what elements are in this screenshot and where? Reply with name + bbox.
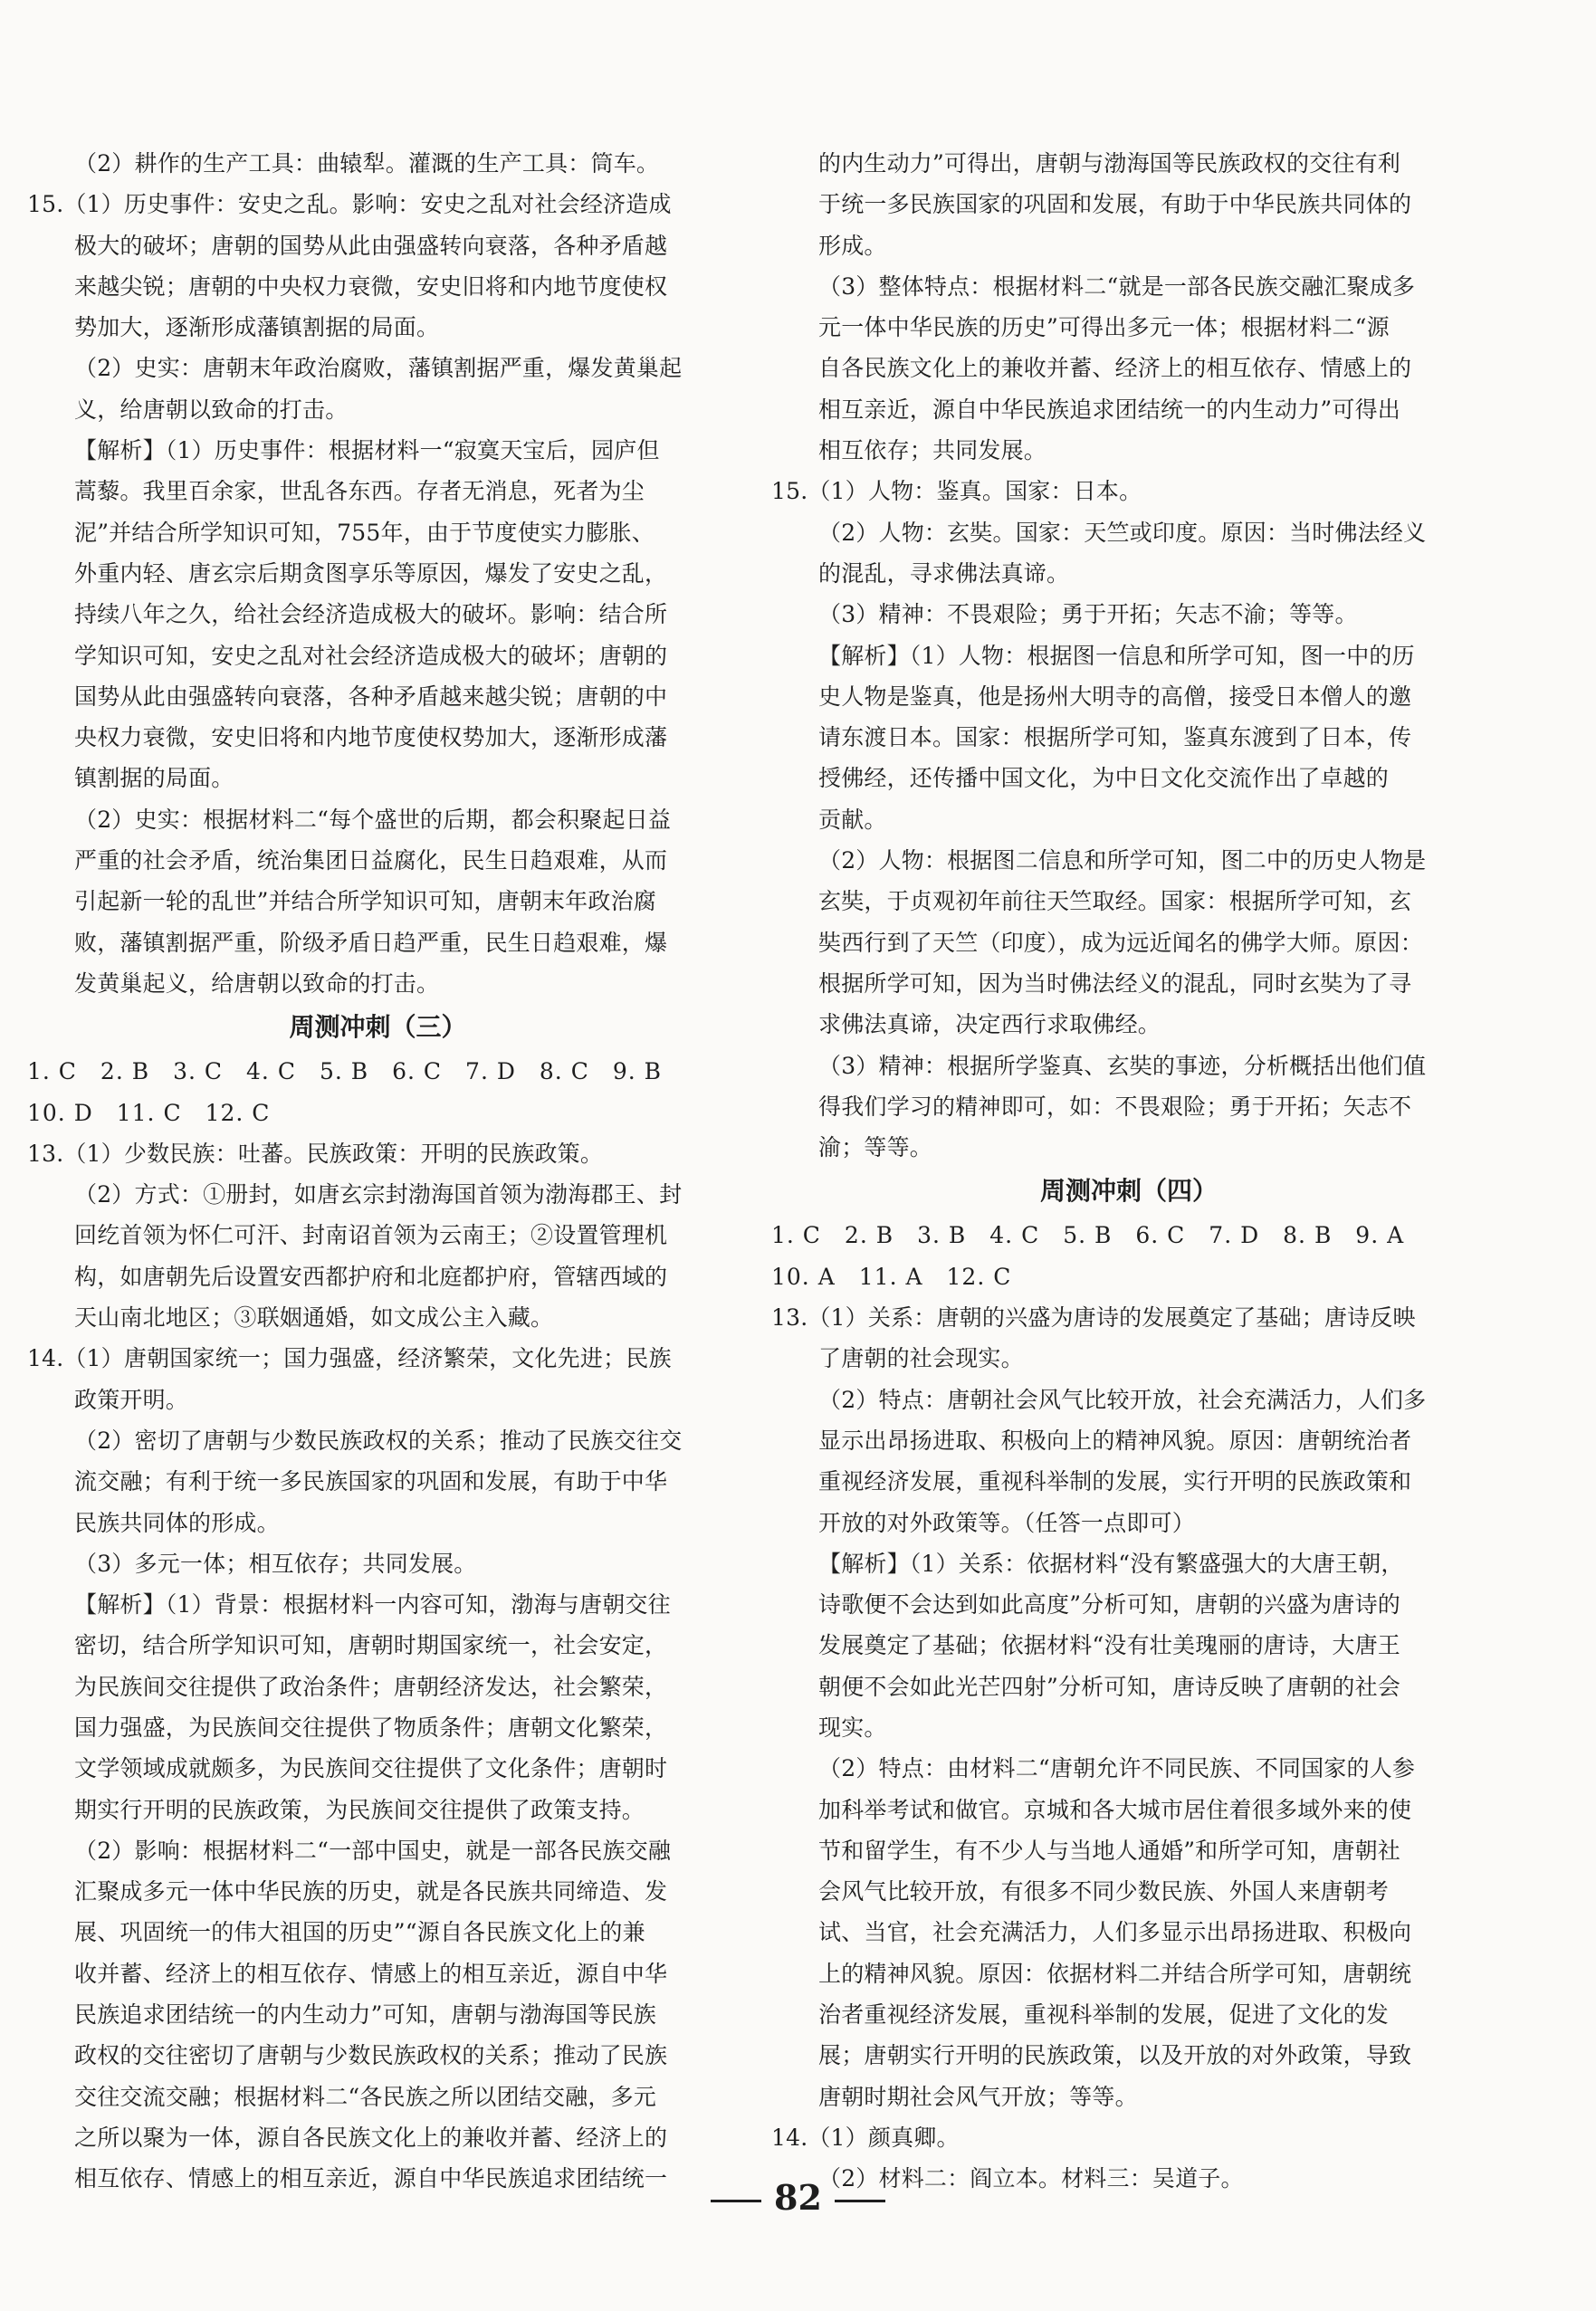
text-line: 【解析】（1）背景：根据材料一内容可知，渤海与唐朝交往 bbox=[74, 1591, 671, 1619]
left-column bbox=[27, 143, 729, 2200]
text-line: 显示出昂扬进取、积极向上的精神风貌。原因：唐朝统治者 bbox=[818, 1427, 1412, 1454]
text-line: 展、巩固统一的伟大祖国的历史”“源自各民族文化上的兼 bbox=[74, 1919, 645, 1946]
text-line: 蒿藜。我里百余家，世乱各东西。存者无消息，死者为尘 bbox=[74, 478, 645, 505]
page-number bbox=[0, 2177, 1596, 2218]
text-line: 诗歌便不会达到如此高度”分析可知，唐朝的兴盛为唐诗的 bbox=[818, 1591, 1400, 1619]
text-line: （2）特点：由材料二“唐朝允许不同民族、不同国家的人参 bbox=[818, 1755, 1416, 1782]
text-line: 流交融；有利于统一多民族国家的巩固和发展，有助于中华 bbox=[74, 1468, 668, 1495]
text-line: 于统一多民族国家的巩固和发展，有助于中华民族共同体的 bbox=[818, 191, 1412, 218]
text-line: 上的精神风貌。原因：依据材料二并结合所学可知，唐朝统 bbox=[818, 1960, 1412, 1987]
text-line: 引起新一轮的乱世”并结合所学知识可知，唐朝末年政治腐 bbox=[74, 888, 656, 915]
text-line: 义，给唐朝以致命的打击。 bbox=[74, 396, 349, 423]
text-line: 1. C 2. B 3. B 4. C 5. B 6. C 7. D 8. B 9. A bbox=[771, 1222, 1405, 1249]
text-line: 民族共同体的形成。 bbox=[74, 1509, 280, 1536]
text-line: 交往交流交融；根据材料二“各民族之所以团结交融，多元 bbox=[74, 2083, 656, 2110]
page-number-dash-left bbox=[711, 2200, 761, 2202]
text-line: 国势从此由强盛转向衰落，各种矛盾越来越尖锐；唐朝的中 bbox=[74, 683, 668, 710]
text-line: 期实行开明的民族政策，为民族间交往提供了政策支持。 bbox=[74, 1796, 645, 1823]
text-line: 15.（1）历史事件：安史之乱。影响：安史之乱对社会经济造成 bbox=[27, 191, 672, 218]
text-line: 治者重视经济发展，重视科举制的发展，促进了文化的发 bbox=[818, 2001, 1390, 2029]
text-line: 密切，结合所学知识可知，唐朝时期国家统一，社会安定， bbox=[74, 1632, 668, 1659]
text-line: 镇割据的局面。 bbox=[74, 765, 234, 792]
text-line: 史人物是鉴真，他是扬州大明寺的高僧，接受日本僧人的邀 bbox=[818, 683, 1412, 710]
text-line: 泥”并结合所学知识可知，755年，由于节度使实力膨胀、 bbox=[74, 519, 655, 546]
text-line: 根据所学可知，因为当时佛法经义的混乱，同时玄奘为了寻 bbox=[818, 969, 1412, 997]
text-line: 14.（1）唐朝国家统一；国力强盛，经济繁荣，文化先进；民族 bbox=[27, 1345, 672, 1372]
text-line: 得我们学习的精神即可，如：不畏艰险；勇于开拓；矢志不 bbox=[818, 1093, 1412, 1120]
text-line: 奘西行到了天竺（印度），成为远近闻名的佛学大师。原因： bbox=[818, 929, 1423, 956]
text-line: 10. A 11. A 12. C bbox=[771, 1263, 1012, 1290]
text-line: 渝；等等。 bbox=[818, 1134, 933, 1161]
text-line: 授佛经，还传播中国文化，为中日文化交流作出了卓越的 bbox=[818, 765, 1390, 792]
text-line: 发黄巢起义，给唐朝以致命的打击。 bbox=[74, 969, 440, 997]
text-line: 持续八年之久，给社会经济造成极大的破坏。影响：结合所 bbox=[74, 601, 668, 628]
text-line: 加科举考试和做官。京城和各大城市居住着很多域外来的使 bbox=[818, 1796, 1412, 1823]
text-line: 天山南北地区；③联姻通婚，如文成公主入藏。 bbox=[74, 1304, 554, 1332]
text-line: 学知识可知，安史之乱对社会经济造成极大的破坏；唐朝的 bbox=[74, 642, 668, 669]
text-line: 的混乱，寻求佛法真谛。 bbox=[818, 559, 1070, 587]
right-column bbox=[771, 143, 1486, 2200]
text-line: 1. C 2. B 3. C 4. C 5. B 6. C 7. D 8. C 9. B bbox=[27, 1058, 662, 1085]
text-line: 展；唐朝实行开明的民族政策，以及开放的对外政策，导致 bbox=[818, 2042, 1412, 2069]
text-line: 【解析】（1）历史事件：根据材料一“寂寞天宝后，园庐但 bbox=[74, 437, 660, 464]
text-line: （2）耕作的生产工具：曲辕犁。灌溉的生产工具：筒车。 bbox=[74, 150, 660, 177]
text-line: 政策开明。 bbox=[74, 1386, 189, 1413]
text-line: 相互亲近，源自中华民族追求团结统一的内生动力”可得出 bbox=[818, 396, 1400, 423]
text-line: 开放的对外政策等。（任答一点即可） bbox=[818, 1509, 1195, 1536]
text-line: 严重的社会矛盾，统治集团日益腐化，民生日趋艰难，从而 bbox=[74, 847, 668, 874]
text-line: 国力强盛，为民族间交往提供了物质条件；唐朝文化繁荣， bbox=[74, 1714, 668, 1741]
text-line: 的内生动力”可得出，唐朝与渤海国等民族政权的交往有利 bbox=[818, 150, 1400, 177]
text-line: （2）人物：玄奘。国家：天竺或印度。原因：当时佛法经义 bbox=[818, 519, 1427, 546]
text-line: （2）史实：根据材料二“每个盛世的后期，都会积聚起日益 bbox=[74, 806, 672, 833]
text-line: （3）整体特点：根据材料二“就是一部各民族交融汇聚成多 bbox=[818, 272, 1416, 300]
text-line: 10. D 11. C 12. C bbox=[27, 1099, 271, 1126]
section-heading: 周测冲刺（三） bbox=[289, 1012, 467, 1043]
page-number-value: 82 bbox=[774, 2177, 822, 2218]
text-line: 15.（1）人物：鉴真。国家：日本。 bbox=[771, 478, 1142, 505]
text-line: 回纥首领为怀仁可汗、封南诏首领为云南王；②设置管理机 bbox=[74, 1222, 668, 1249]
text-line: （2）特点：唐朝社会风气比较开放，社会充满活力，人们多 bbox=[818, 1386, 1427, 1413]
text-line: 极大的破坏；唐朝的国势从此由强盛转向衰落，各种矛盾越 bbox=[74, 232, 668, 259]
text-line: （3）精神：不畏艰险；勇于开拓；矢志不渝；等等。 bbox=[818, 601, 1358, 628]
text-line: 收并蓄、经济上的相互依存、情感上的相互亲近，源自中华 bbox=[74, 1960, 668, 1987]
text-line: （2）史实：唐朝末年政治腐败，藩镇割据严重，爆发黄巢起 bbox=[74, 355, 683, 382]
text-line: 汇聚成多元一体中华民族的历史，就是各民族共同缔造、发 bbox=[74, 1878, 668, 1905]
text-line: 相互依存；共同发展。 bbox=[818, 437, 1047, 464]
text-line: 13.（1）关系：唐朝的兴盛为唐诗的发展奠定了基础；唐诗反映 bbox=[771, 1304, 1416, 1332]
text-line: 来越尖锐；唐朝的中央权力衰微，安史旧将和内地节度使权 bbox=[74, 272, 668, 300]
text-line: （2）人物：根据图二信息和所学可知，图二中的历史人物是 bbox=[818, 847, 1427, 874]
text-line: 重视经济发展，重视科举制的发展，实行开明的民族政策和 bbox=[818, 1468, 1412, 1495]
text-line: 文学领域成就颇多，为民族间交往提供了文化条件；唐朝时 bbox=[74, 1755, 668, 1782]
text-line: 了唐朝的社会现实。 bbox=[818, 1345, 1024, 1372]
text-line: （2）方式：①册封，如唐玄宗封渤海国首领为渤海郡王、封 bbox=[74, 1181, 683, 1208]
text-line: 会风气比较开放，有很多不同少数民族、外国人来唐朝考 bbox=[818, 1878, 1390, 1905]
text-line: （2）密切了唐朝与少数民族政权的关系；推动了民族交往交 bbox=[74, 1427, 683, 1454]
text-line: 相互依存、情感上的相互亲近，源自中华民族追求团结统一 bbox=[74, 2165, 668, 2192]
text-line: 13.（1）少数民族：吐蕃。民族政策：开明的民族政策。 bbox=[27, 1140, 604, 1167]
text-line: 请东渡日本。国家：根据所学可知，鉴真东渡到了日本，传 bbox=[818, 724, 1412, 751]
text-line: 民族追求团结统一的内生动力”可知，唐朝与渤海国等民族 bbox=[74, 2001, 656, 2029]
text-line: 【解析】（1）关系：依据材料“没有繁盛强大的大唐王朝， bbox=[818, 1550, 1404, 1577]
text-line: 朝便不会如此光芒四射”分析可知，唐诗反映了唐朝的社会 bbox=[818, 1673, 1400, 1700]
text-line: 唐朝时期社会风气开放；等等。 bbox=[818, 2083, 1138, 2110]
text-line: 为民族间交往提供了政治条件；唐朝经济发达，社会繁荣， bbox=[74, 1673, 668, 1700]
text-line: 现实。 bbox=[818, 1714, 887, 1741]
text-line: 14.（1）颜真卿。 bbox=[771, 2124, 960, 2151]
text-line: 节和留学生，有不少人与当地人通婚”和所学可知，唐朝社 bbox=[818, 1837, 1400, 1864]
text-line: 求佛法真谛，决定西行求取佛经。 bbox=[818, 1011, 1161, 1038]
text-line: 政权的交往密切了唐朝与少数民族政权的关系；推动了民族 bbox=[74, 2042, 668, 2069]
text-line: 构，如唐朝先后设置安西都护府和北庭都护府，管辖西域的 bbox=[74, 1263, 668, 1290]
page-number-dash-right bbox=[835, 2200, 885, 2202]
text-line: 玄奘，于贞观初年前往天竺取经。国家：根据所学可知，玄 bbox=[818, 888, 1412, 915]
text-line: （2）材料二：阎立本。材料三：吴道子。 bbox=[818, 2165, 1244, 2192]
section-heading: 周测冲刺（四） bbox=[1039, 1176, 1218, 1207]
text-line: 势加大，逐渐形成藩镇割据的局面。 bbox=[74, 314, 440, 341]
text-line: 外重内轻、唐玄宗后期贪图享乐等原因，爆发了安史之乱， bbox=[74, 559, 668, 587]
text-line: 试、当官，社会充满活力，人们多显示出昂扬进取、积极向 bbox=[818, 1919, 1412, 1946]
text-line: 贡献。 bbox=[818, 806, 887, 833]
text-line: 败，藩镇割据严重，阶级矛盾日趋严重，民生日趋艰难，爆 bbox=[74, 929, 668, 956]
text-line: 发展奠定了基础；依据材料“没有壮美瑰丽的唐诗，大唐王 bbox=[818, 1632, 1400, 1659]
text-line: 形成。 bbox=[818, 232, 887, 259]
text-line: （2）影响：根据材料二“一部中国史，就是一部各民族交融 bbox=[74, 1837, 672, 1864]
text-line: （3）精神：根据所学鉴真、玄奘的事迹，分析概括出他们值 bbox=[818, 1052, 1427, 1079]
text-line: （3）多元一体；相互依存；共同发展。 bbox=[74, 1550, 477, 1577]
text-line: 之所以聚为一体，源自各民族文化上的兼收并蓄、经济上的 bbox=[74, 2124, 668, 2151]
text-line: 央权力衰微，安史旧将和内地节度使权势加大，逐渐形成藩 bbox=[74, 724, 668, 751]
text-line: 元一体中华民族的历史”可得出多元一体；根据材料二“源 bbox=[818, 314, 1390, 341]
text-line: 【解析】（1）人物：根据图一信息和所学可知，图一中的历 bbox=[818, 642, 1415, 669]
text-line: 自各民族文化上的兼收并蓄、经济上的相互依存、情感上的 bbox=[818, 355, 1412, 382]
